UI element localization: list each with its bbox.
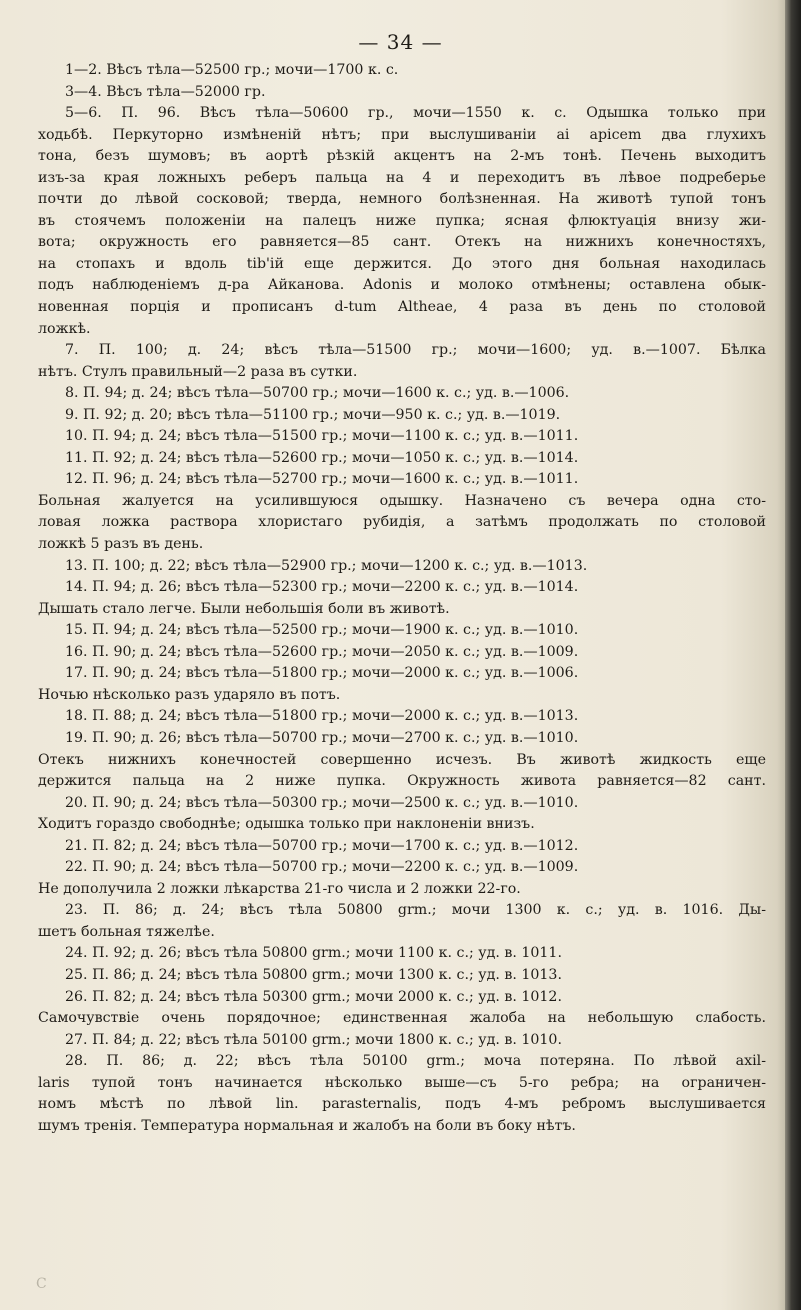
- text-line: 18. П. 88; д. 24; вѣсъ тѣла—51800 гр.; мочи—2000 к. с.; уд. в.—1013.: [65, 708, 579, 725]
- text-line: Не дополучила 2 ложки лѣкарства 21-го числа и 2 ложки 22-го.: [38, 880, 521, 897]
- text-line: 7. П. 100; д. 24; вѣсъ тѣла—51500 гр.; мочи—1600; уд. в.—1007. Бѣлка: [65, 342, 766, 359]
- text-line: 11. П. 92; д. 24; вѣсъ тѣла—52600 гр.; мочи—1050 к. с.; уд. в.—1014.: [65, 449, 579, 466]
- text-line: 25. П. 86; д. 24; вѣсъ тѣла 50800 grm.; мочи 1300 к. с.; уд. в. 1013.: [65, 966, 562, 983]
- text-line: 17. П. 90; д. 24; вѣсъ тѣла—51800 гр.; мочи—2000 к. с.; уд. в.—1006.: [65, 665, 579, 682]
- text-line: Отекъ нижнихъ конечностей совершенно исчезъ. Въ животѣ жидкость еще: [38, 751, 766, 768]
- text-line: шетъ больная тяжелѣе.: [38, 923, 215, 940]
- text-line: 10. П. 94; д. 24; вѣсъ тѣла—51500 гр.; мочи—1100 к. с.; уд. в.—1011.: [65, 428, 579, 445]
- text-line: 28. П. 86; д. 22; вѣсъ тѣла 50100 grm.; моча потеряна. По лѣвой axil-: [65, 1053, 766, 1070]
- text-line: ловая ложка раствора хлористаго рубидія, а затѣмъ продолжать по столовой: [38, 514, 766, 531]
- text-line: Ходитъ гораздо свободнѣе; одышка только при наклоненіи внизъ.: [38, 816, 535, 833]
- text-line: 14. П. 94; д. 26; вѣсъ тѣла—52300 гр.; мочи—2200 к. с.; уд. в.—1014.: [65, 579, 579, 596]
- text-line: 9. П. 92; д. 20; вѣсъ тѣла—51100 гр.; мочи—950 к. с.; уд. в.—1019.: [65, 406, 561, 423]
- text-line: въ стоячемъ положеніи на палецъ ниже пупка; ясная флюктуація внизу жи-: [38, 212, 766, 229]
- text-line: 16. П. 90; д. 24; вѣсъ тѣла—52600 гр.; мочи—2050 к. с.; уд. в.—1009.: [65, 643, 579, 660]
- text-line: 1—2. Вѣсъ тѣла—52500 гр.; мочи—1700 к. с.: [65, 62, 399, 78]
- text-line: подъ наблюденіемъ д-ра Айканова. Аdonis и молоко отмѣнены; оставлена обык-: [38, 277, 766, 294]
- text-line: почти до лѣвой сосковой; тверда, немного болѣзненная. На животѣ тупой тонъ: [38, 191, 766, 208]
- text-line: тона, безъ шумовъ; въ аортѣ рѣзкій акцентъ на 2-мъ тонѣ. Печень выходитъ: [38, 148, 766, 165]
- text-line: ложкѣ.: [38, 320, 91, 337]
- text-line: Самочувствіе очень порядочное; единственная жалоба на небольшую слабость.: [38, 1010, 766, 1027]
- text-line: 27. П. 84; д. 22; вѣсъ тѣла 50100 grm.; мочи 1800 к. с.; уд. в. 1010.: [65, 1031, 562, 1048]
- text-line: Дышать стало легче. Были небольшія боли въ животѣ.: [38, 600, 450, 617]
- text-line: 24. П. 92; д. 26; вѣсъ тѣла 50800 grm.; мочи 1100 к. с.; уд. в. 1011.: [65, 945, 562, 962]
- text-line: 5—6. П. 96. Вѣсъ тѣла—50600 гр., мочи—1550 к. с. Одышка только при: [65, 105, 766, 122]
- text-line: изъ-за края ложныхъ реберъ пальца на 4 и переходитъ въ лѣвое подреберье: [38, 169, 766, 186]
- text-line: новенная порція и прописанъ d-tum Altheae, 4 раза въ день по столовой: [38, 299, 766, 316]
- text-line: 15. П. 94; д. 24; вѣсъ тѣла—52500 гр.; мочи—1900 к. с.; уд. в.—1010.: [65, 622, 579, 639]
- text-line: держится пальца на 2 ниже пупка. Окружность живота равняется—82 сант.: [38, 773, 766, 790]
- text-line: 3—4. Вѣсъ тѣла—52000 гр.: [65, 83, 266, 100]
- text-line: 19. П. 90; д. 26; вѣсъ тѣла—50700 гр.; мочи—2700 к. с.; уд. в.—1010.: [65, 729, 579, 746]
- text-line: шумъ тренія. Температура нормальная и жалобъ на боли въ боку нѣтъ.: [38, 1117, 576, 1134]
- text-line: 22. П. 90; д. 24; вѣсъ тѣла—50700 гр.; мочи—2200 к. с.; уд. в.—1009.: [65, 859, 579, 876]
- text-line: 13. П. 100; д. 22; вѣсъ тѣла—52900 гр.; мочи—1200 к. с.; уд. в.—1013.: [65, 557, 588, 574]
- text-line: 21. П. 82; д. 24; вѣсъ тѣла—50700 гр.; мочи—1700 к. с.; уд. в.—1012.: [65, 837, 579, 854]
- page-edge: [785, 0, 801, 1310]
- text-line: нѣтъ. Стулъ правильный—2 раза въ сутки.: [38, 363, 358, 380]
- text-line: 26. П. 82; д. 24; вѣсъ тѣла 50300 grm.; мочи 2000 к. с.; уд. в. 1012.: [65, 988, 562, 1005]
- text-line: Ночью нѣсколько разъ ударяло въ потъ.: [38, 686, 341, 703]
- text-line: ложкѣ 5 разъ въ день.: [38, 536, 204, 553]
- text-line: Больная жалуется на усилившуюся одышку. Назначено съ вечера одна сто-: [38, 492, 766, 509]
- text-line: 20. П. 90; д. 24; вѣсъ тѣла—50300 гр.; мочи—2500 к. с.; уд. в.—1010.: [65, 794, 579, 811]
- text-line: 12. П. 96; д. 24; вѣсъ тѣла—52700 гр.; мочи—1600 к. с.; уд. в.—1011.: [65, 471, 579, 488]
- bottom-mark: С: [36, 1276, 47, 1292]
- text-line: 23. П. 86; д. 24; вѣсъ тѣла 50800 grm.; мочи 1300 к. с.; уд. в. 1016. Ды-: [65, 902, 766, 919]
- page-number: — 34 —: [358, 30, 443, 54]
- text-line: 8. П. 94; д. 24; вѣсъ тѣла—50700 гр.; мочи—1600 к. с.; уд. в.—1006.: [65, 385, 570, 402]
- text-line: laris тупой тонъ начинается нѣсколько выше—съ 5-го ребра; на ограничен-: [38, 1074, 766, 1091]
- text-line: номъ мѣстѣ по лѣвой lin. parasternalis, подъ 4-мъ ребромъ выслушивается: [38, 1096, 766, 1113]
- body-text: [38, 60, 766, 1137]
- text-line: на стопахъ и вдоль tib'ій еще держится. До этого дня больная находилась: [38, 255, 766, 272]
- text-line: вота; окружность его равняется—85 сант. Отекъ на нижнихъ конечностяхъ,: [38, 234, 766, 251]
- text-line: ходьбѣ. Перкуторно измѣненій нѣтъ; при выслушиваніи аі аріcem два глухихъ: [38, 126, 766, 143]
